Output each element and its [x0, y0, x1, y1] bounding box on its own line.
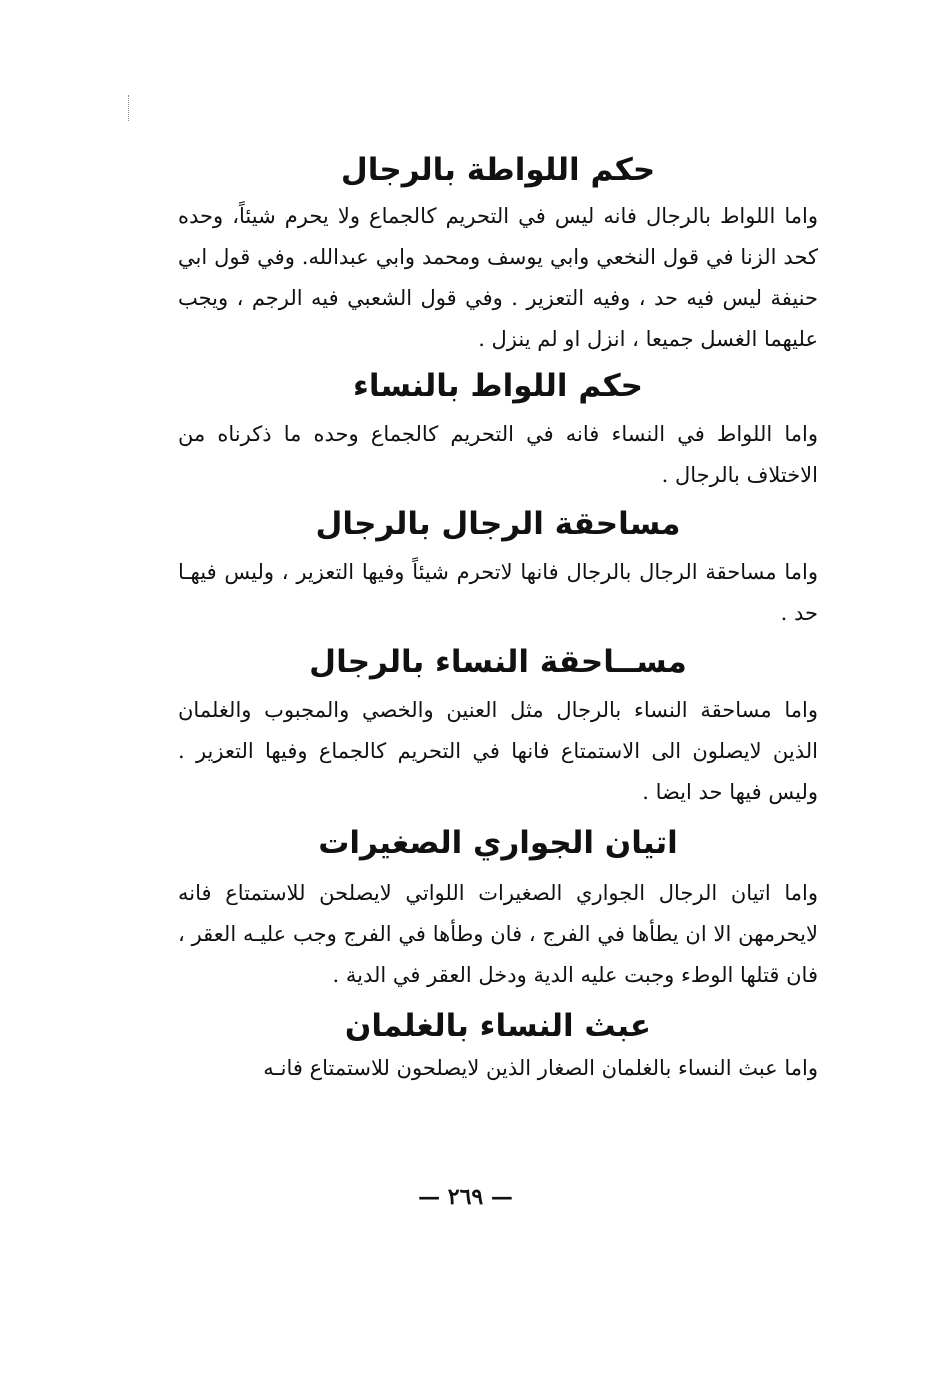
section-paragraph: واما اللواط في النساء فانه في التحريم كالجماع وحده ما ذكرناه من الاختلاف بالرجال .	[178, 422, 818, 487]
section-paragraph: واما اتيان الرجال الجواري الصغيرات اللواتي لايصلحن للاستمتاع فانه لايحرمهن الا ان يطأها في الفرج ، فان وطأها في الفرج وجب عليـه العقر ، فان قتلها الوطء وجبت عليه الدية ودخل العقر في الدية .	[178, 881, 818, 987]
section-sodomy-men	[178, 148, 818, 360]
section-young-girls	[178, 821, 818, 996]
section-heading: مســاحقة النساء بالرجال	[309, 644, 687, 680]
section-women-with-men	[178, 640, 818, 813]
section-heading: عبث النساء بالغلمان	[344, 1008, 652, 1044]
section-heading: مساحقة الرجال بالرجال	[315, 506, 681, 542]
margin-mark	[128, 95, 131, 121]
section-heading: اتيان الجواري الصغيرات	[318, 825, 678, 861]
page-number: — ٢٦٩ —	[418, 1184, 513, 1210]
section-paragraph: واما عبث النساء بالغلمان الصغار الذين لايصلحون للاستمتاع فانـه	[263, 1056, 818, 1080]
section-women-with-boys	[178, 1004, 818, 1089]
section-paragraph: واما مساحقة النساء بالرجال مثل العنين والخصي والمجبوب والغلمان الذين لايصلون الى الاستمتاع فانها في التحريم كالجماع وفيها التعزير . وليس فيها حد ايضا .	[178, 698, 818, 804]
section-heading: حكم اللواطة بالرجال	[340, 152, 656, 188]
section-heading: حكم اللواط بالنساء	[352, 368, 644, 404]
section-paragraph: واما مساحقة الرجال بالرجال فانها لاتحرم شيئاً وفيها التعزير ، وليس فيهـا حد .	[178, 560, 818, 625]
section-paragraph: واما اللواط بالرجال فانه ليس في التحريم كالجماع ولا يحرم شيئاً، وحده كحد الزنا في قول النخعي وابي يوسف ومحمد وابي عبدالله. وفي قول ابي حنيفة ليس فيه حد ، وفيه التعزير . وفي قول الشعبي فيه الرجم ، ويجب عليهما الغسل جميعا ، انزل او لم ينزل .	[178, 204, 818, 351]
page-content	[178, 148, 818, 1089]
section-men-with-men	[178, 502, 818, 634]
section-sodomy-women	[178, 364, 818, 496]
